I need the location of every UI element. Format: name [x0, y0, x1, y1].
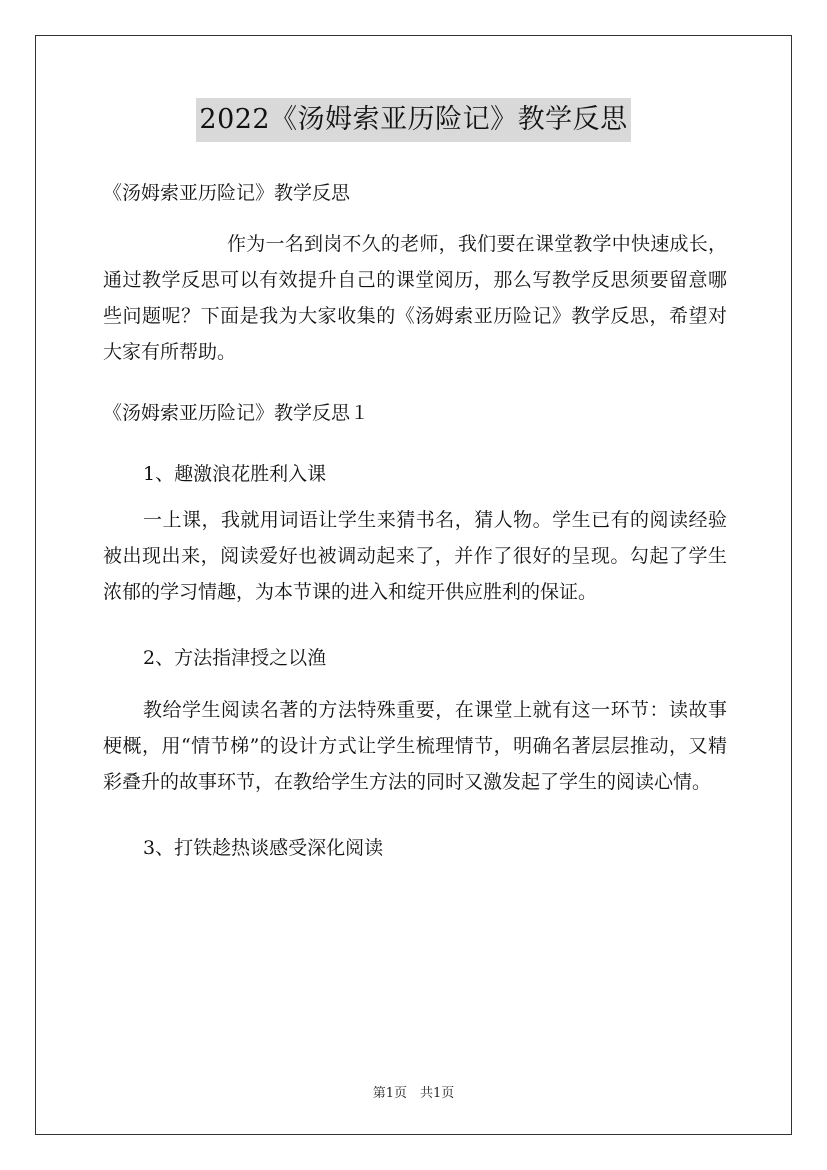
document-subtitle: 《汤姆索亚历险记》教学反思: [103, 182, 351, 204]
item-heading-3: 3、打铁趁热谈感受深化阅读: [143, 837, 384, 859]
intro-paragraph: 作为一名到岗不久的老师，我们要在课堂教学中快速成长，通过教学反思可以有效提升自己的课堂阅历，那么写教学反思须要留意哪些问题呢？下面是我为大家收集的《汤姆索亚历险记》教学反思，希望对大家有所帮助。: [103, 233, 727, 363]
page-footer: 第1页 共1页: [372, 1086, 455, 1101]
item-paragraph-2: 教给学生阅读名著的方法特殊重要，在课堂上就有这一环节：读故事梗概，用“情节梯”的设计方式让学生梳理情节，明确名著层层推动，又精彩叠升的故事环节，在教给学生方法的同时又激发起了学生的阅读心情。: [103, 699, 727, 793]
item-paragraph-1: 一上课，我就用词语让学生来猜书名，猜人物。学生已有的阅读经验被出现出来，阅读爱好也被调动起来了，并作了很好的呈现。勾起了学生浓郁的学习情趣，为本节课的进入和绽开供应胜利的保证。: [103, 509, 727, 603]
item-heading-1: 1、趣激浪花胜利入课: [143, 463, 327, 485]
title-container: [0, 98, 827, 142]
item-heading-2: 2、方法指津授之以渔: [143, 647, 327, 669]
document-body: [103, 170, 727, 876]
section-title: 《汤姆索亚历险记》教学反思１: [103, 402, 370, 424]
document-title: 2022《汤姆索亚历险记》教学反思: [196, 98, 630, 142]
